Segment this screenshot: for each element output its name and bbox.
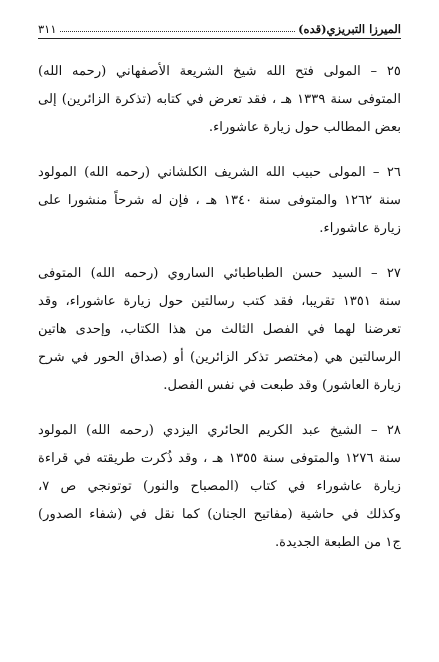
entry-line: سنة ١٢٧٦ والمتوفى سنة ١٣٥٥ هـ ، وقد ذُكرت طريقته في قراءة <box>38 451 402 466</box>
entry-line: بعض المطالب حول زيارة عاشوراء. <box>208 120 401 135</box>
entry-25 <box>38 58 401 142</box>
entry-line: زيارة عاشوراء في كتاب (المصباح والنور) توتونجي ص ٧، <box>38 479 401 494</box>
entry-line: ٢٦ – المولى حبيب الله الشريف الكلشاني (رحمه الله) المولود <box>38 165 401 180</box>
running-header <box>38 16 401 36</box>
header-dot-leader <box>60 30 296 32</box>
entry-line: وكذلك في حاشية (مفاتيح الجنان) كما نقل في (شفاء الصدور) <box>38 507 401 522</box>
entry-28 <box>38 417 401 557</box>
entry-line: الرسالتين هي (مختصر تذكر الزائرين) أو (صداق الحور في شرح <box>38 350 401 365</box>
entry-line: تعرضنا لهما في الفصل الثالث من هذا الكتاب، وإحدى هاتين <box>38 322 401 337</box>
entry-line: ٢٨ – الشيخ عبد الكريم الحائري اليزدي (رحمه الله) المولود <box>38 423 401 438</box>
entry-line: سنة ١٣٥١ تقريبا، فقد كتب رسالتين حول زيارة عاشوراء، وقد <box>38 294 401 309</box>
entry-line: زيارة العاشور) وقد طبعت في نفس الفصل. <box>163 378 401 393</box>
entry-27 <box>38 260 401 400</box>
entry-line: المتوفى سنة ١٣٣٩ هـ ، فقد تعرض في كتابه (تذكرة الزائرين) إلى <box>38 92 401 107</box>
page-number: ٣١١ <box>38 22 57 36</box>
entry-line: زيارة عاشوراء. <box>319 221 401 236</box>
entry-line: سنة ١٢٦٢ والمتوفى سنة ١٣٤٠ هـ ، فإن له شرحاً منشورا على <box>38 193 401 208</box>
header-rule <box>38 38 401 39</box>
entry-line: ٢٧ – السيد حسن الطباطبائي الساروي (رحمه الله) المتوفى <box>38 266 401 281</box>
page-body <box>38 58 401 574</box>
entry-line: ٢٥ – المولى فتح الله شيخ الشريعة الأصفهاني (رحمه الله) <box>38 64 401 79</box>
entry-line: ج١ من الطبعة الجديدة. <box>274 535 401 550</box>
header-title: الميرزا التبريزي(قده) <box>298 22 401 36</box>
entry-26 <box>38 159 401 243</box>
